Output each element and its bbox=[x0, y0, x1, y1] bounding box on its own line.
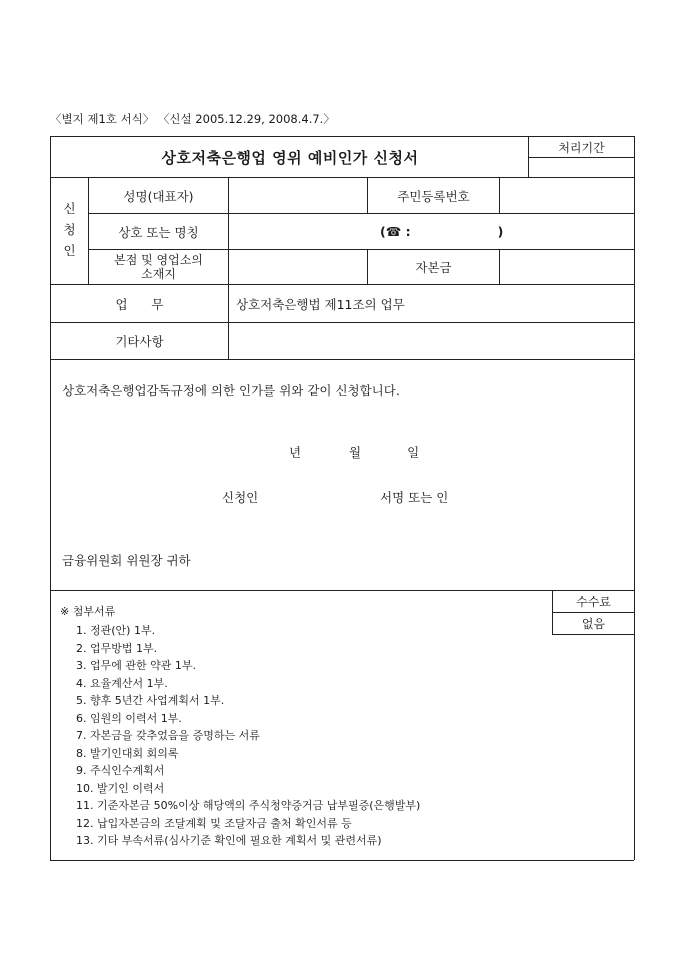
date-month: 월 bbox=[349, 445, 362, 460]
capital-label: 자본금 bbox=[415, 260, 452, 275]
rrn-label: 주민등록번호 bbox=[397, 188, 470, 204]
signature-applicant-label: 신청인 bbox=[222, 490, 259, 505]
attachment-item: 3. 업무에 관한 약관 1부. bbox=[76, 659, 196, 672]
attachment-item: 13. 기타 부속서류(심사기준 확인에 필요한 계획서 및 관련서류) bbox=[76, 834, 382, 847]
attachment-item: 5. 향후 5년간 사업계획서 1부. bbox=[76, 694, 225, 707]
capital-field[interactable] bbox=[500, 250, 634, 284]
location-label-line: 소재지 bbox=[141, 267, 176, 281]
processing-period-label: 처리기간 bbox=[558, 140, 605, 155]
attachment-item: 7. 자본금을 갖추었음을 증명하는 서류 bbox=[76, 729, 260, 742]
application-statement: 상호저축은행업감독규정에 의한 인가를 위와 같이 신청합니다. bbox=[62, 383, 400, 398]
other-field[interactable] bbox=[236, 323, 626, 359]
phone-field[interactable]: (☎ : ) bbox=[380, 224, 504, 239]
business-value: 상호저축은행법 제11조의 업무 bbox=[236, 296, 405, 312]
date-line bbox=[289, 443, 419, 461]
form-title: 상호저축은행업 영위 예비인가 신청서 bbox=[161, 148, 419, 167]
location-field[interactable] bbox=[229, 250, 367, 284]
business-label: 업 무 bbox=[115, 296, 164, 312]
form-header: 〈별지 제1호 서식〉 〈신설 2005.12.29, 2008.4.7.〉 bbox=[50, 112, 335, 126]
date-day: 일 bbox=[407, 445, 420, 460]
signature-field[interactable]: 서명 또는 인 bbox=[380, 490, 449, 505]
other-label: 기타사항 bbox=[115, 334, 164, 349]
attachments-heading: ※ 첨부서류 bbox=[60, 605, 116, 618]
attachment-item: 10. 발기인 이력서 bbox=[76, 782, 165, 795]
addressee: 금융위원회 위원장 귀하 bbox=[62, 553, 191, 568]
fee-value: 없음 bbox=[581, 617, 606, 631]
attachment-item: 1. 정관(안) 1부. bbox=[76, 624, 156, 637]
trade-name-label: 상호 또는 명칭 bbox=[118, 224, 199, 240]
fee-label: 수수료 bbox=[576, 595, 611, 609]
location-label-line: 본점 및 영업소의 bbox=[114, 253, 203, 267]
name-field[interactable] bbox=[229, 178, 367, 213]
attachment-item: 8. 발기인대회 회의록 bbox=[76, 747, 179, 760]
location-label bbox=[89, 250, 228, 284]
attachment-item: 9. 주식인수계획서 bbox=[76, 764, 165, 777]
rrn-field[interactable] bbox=[500, 178, 634, 213]
applicant-label-char: 신 bbox=[63, 201, 76, 216]
attachment-item: 4. 요율계산서 1부. bbox=[76, 677, 168, 690]
date-year: 년 bbox=[289, 445, 302, 460]
attachment-item: 11. 기준자본금 50%이상 해당액의 주식청약증거금 납부필증(은행발부) bbox=[76, 799, 421, 812]
attachment-item: 12. 납입자본금의 조달계획 및 조달자금 출처 확인서류 등 bbox=[76, 817, 352, 830]
name-label: 성명(대표자) bbox=[123, 188, 194, 204]
applicant-label-char: 청 bbox=[63, 222, 76, 237]
processing-period-value[interactable] bbox=[529, 158, 634, 177]
applicant-label-char: 인 bbox=[63, 243, 76, 258]
attachment-item: 6. 임원의 이력서 1부. bbox=[76, 712, 182, 725]
attachment-item: 2. 업무방법 1부. bbox=[76, 642, 158, 655]
